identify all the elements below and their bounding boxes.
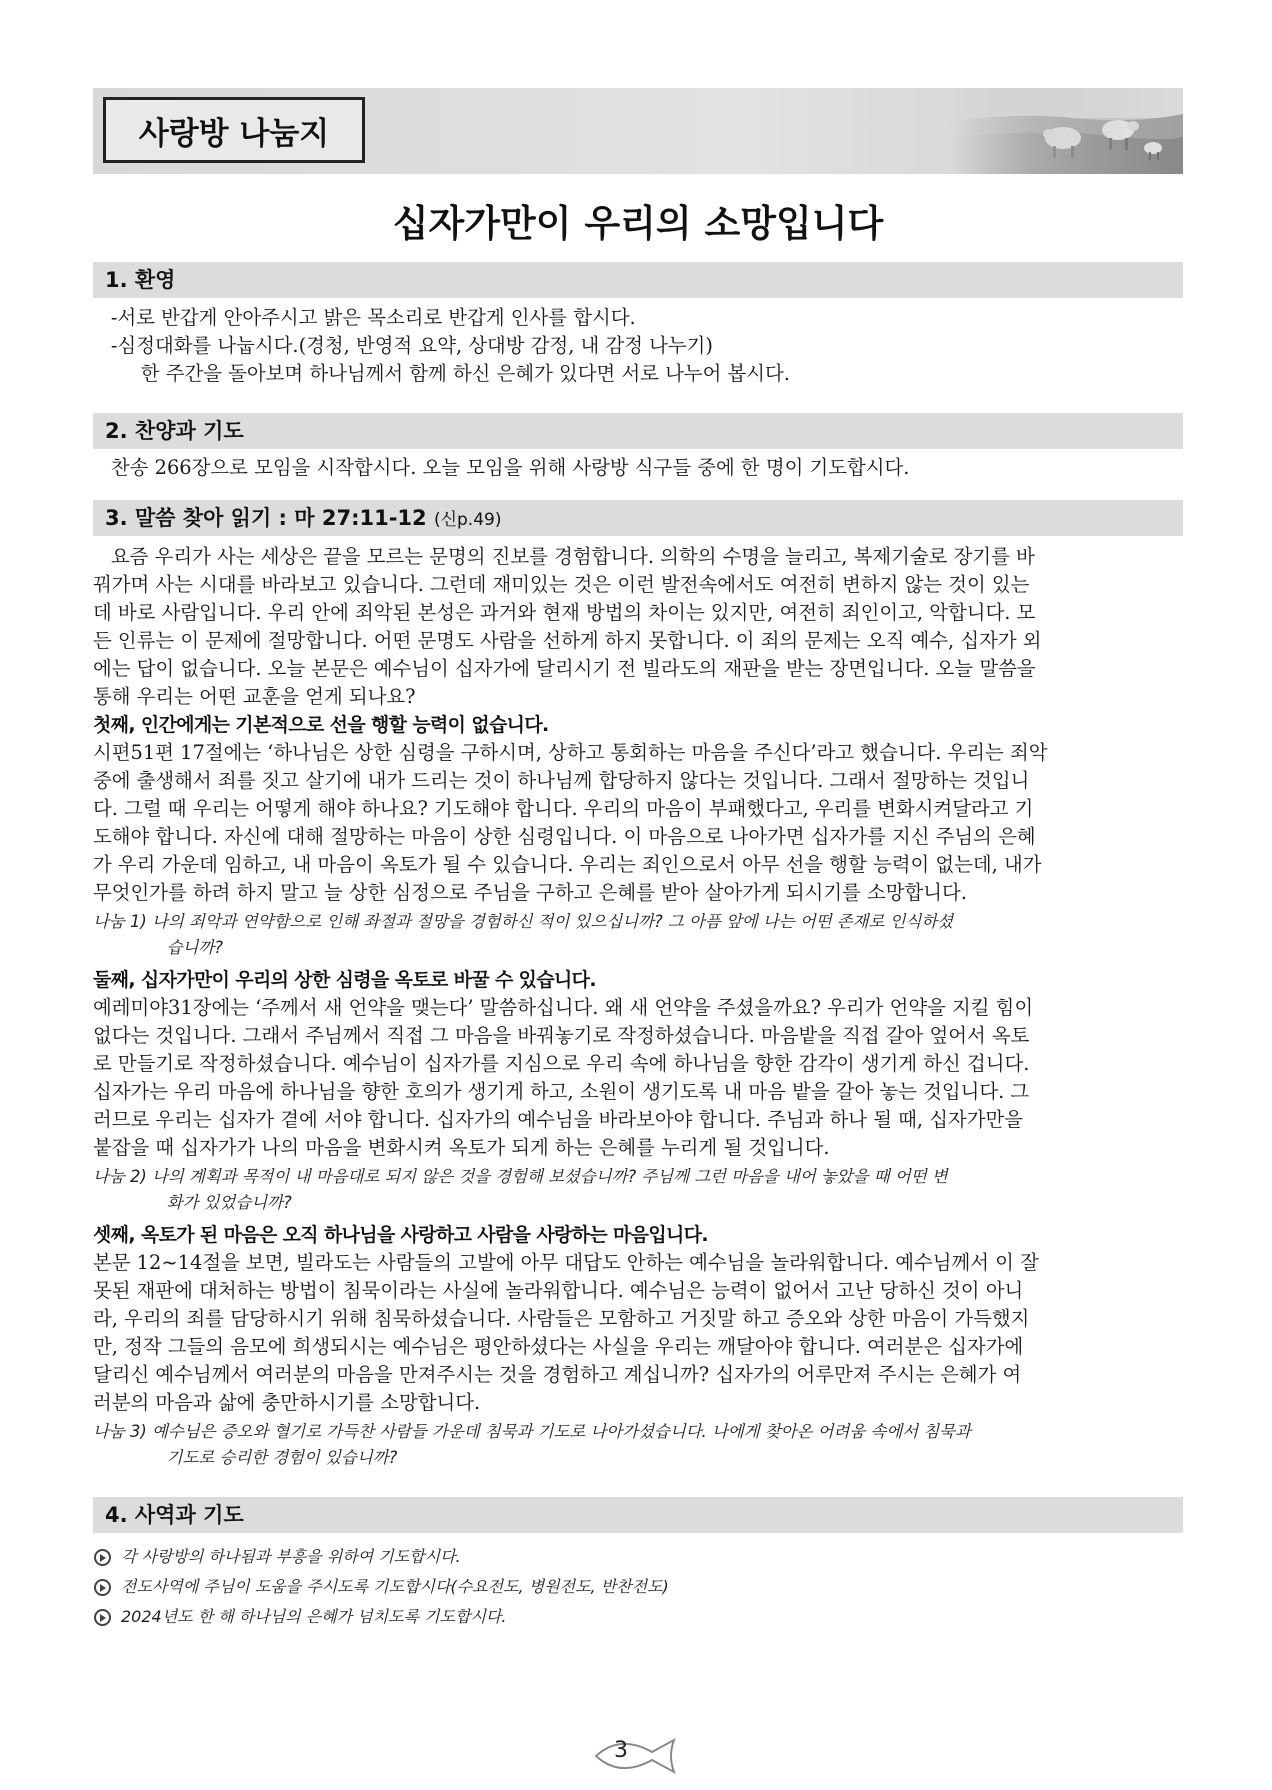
point-one-line: 다. 그럴 때 우리는 어떻게 해야 하나요? 기도해야 합니다. 우리의 마음이 부패했다고, 우리를 변화시켜달라고 기 — [93, 797, 1034, 820]
prayer-item — [94, 1544, 461, 1570]
circle-arrow-right-icon — [94, 1609, 111, 1626]
point-one-line: 도해야 합니다. 자신에 대해 절망하는 마음이 상한 심령입니다. 이 마음으로 나아가면 십자가를 지신 주님의 은혜 — [93, 825, 1036, 848]
point-two-line: 없다는 것입니다. 그래서 주님께서 직접 그 마음을 바꿔놓기로 작정하셨습니다. 마음밭을 직접 갈아 엎어서 옥토 — [93, 1024, 1030, 1047]
point-two-line: 붙잡을 때 십자가가 나의 마음을 변화시켜 옥토가 되게 하는 은혜를 누리게 될 것입니다. — [93, 1136, 830, 1159]
point-one-line: 가 우리 가운데 임하고, 내 마음이 옥토가 될 수 있습니다. 우리는 죄인으로서 아무 선을 행할 능력이 없는데, 내가 — [93, 853, 1042, 876]
point-two-line: 로 만들기로 작정하셨습니다. 예수님이 십자가를 지심으로 우리 속에 하나님을 향한 감각이 생기게 하신 겁니다. — [93, 1052, 1030, 1075]
point-three-title: 셋째, 옥토가 된 마음은 오직 하나님을 사랑하고 사람을 사랑하는 마음입니다. — [93, 1224, 708, 1246]
intro-line: 데 바로 사람입니다. 우리 안에 죄악된 본성은 과거와 현재 방법의 차이는 있지만, 여전히 죄인이고, 악합니다. 모 — [93, 601, 1036, 624]
fish-icon — [590, 1736, 682, 1776]
point-two-line: 십자가는 우리 마음에 하나님을 향한 호의가 생기게 하고, 소원이 생기도록 내 마음 밭을 갈아 놓는 것입니다. 그 — [93, 1080, 1030, 1103]
section-heading-praise: 2. 찬양과 기도 — [93, 413, 1183, 449]
intro-line: 에는 답이 없습니다. 오늘 본문은 예수님이 십자가에 달리시기 전 빌라도의 재판을 받는 장면입니다. 오늘 말씀을 — [93, 657, 1036, 680]
share-question-one: 나눔 1) 나의 죄악과 연약함으로 인해 좌절과 절망을 경험하신 적이 있으십니까? 그 아픔 앞에 나는 어떤 존재로 인식하셨 — [93, 912, 954, 931]
point-two-title: 둘째, 십자가만이 우리의 상한 심령을 옥토로 바꿀 수 있습니다. — [93, 969, 596, 991]
point-three-line: 만, 정작 그들의 음모에 희생되시는 예수님은 평안하셨다는 사실을 우리는 깨달아야 합니다. 여러분은 십자가에 — [93, 1335, 1024, 1358]
page-number — [590, 1736, 682, 1776]
point-one-line: 시편51편 17절에는 ‘하나님은 상한 심령을 구하시며, 상하고 통회하는 마음을 주신다’라고 했습니다. 우리는 죄악 — [93, 741, 1048, 764]
praise-line: 찬송 266장으로 모임을 시작합시다. 오늘 모임을 위해 사랑방 식구들 중에 한 명이 기도합시다. — [110, 456, 910, 479]
intro-line: 꿔가며 사는 시대를 바라보고 있습니다. 그런데 재미있는 것은 이런 발전속에서도 여전히 변하지 않는 것이 있는 — [93, 573, 1030, 596]
point-one-line: 중에 출생해서 죄를 짓고 살기에 내가 드리는 것이 하나님께 합당하지 않다는 것입니다. 그래서 절망하는 것입니 — [93, 769, 1030, 792]
sheep-photo — [953, 88, 1183, 174]
header-band — [93, 88, 1183, 174]
circle-arrow-right-icon — [94, 1579, 111, 1596]
share-question-one: 습니까? — [166, 938, 223, 957]
point-three-line: 라, 우리의 죄를 담당하시기 위해 침묵하셨습니다. 사람들은 모함하고 거짓말 하고 증오와 상한 마음이 가득했지 — [93, 1307, 1030, 1330]
word-heading-ref: (신p.49) — [433, 510, 502, 530]
point-three-line: 달리신 예수님께서 여러분의 마음을 만져주시는 것을 경험하고 계십니까? 십자가의 어루만져 주시는 은혜가 여 — [93, 1363, 1022, 1386]
point-two-line: 러므로 우리는 십자가 곁에 서야 합니다. 십자가의 예수님을 바라보아야 합니다. 주님과 하나 될 때, 십자가만을 — [93, 1108, 1024, 1131]
intro-line: 요즘 우리가 사는 세상은 끝을 모르는 문명의 진보를 경험합니다. 의학의 수명을 늘리고, 복제기술로 장기를 바 — [110, 545, 1035, 568]
welcome-line: -심정대화를 나눕시다.(경청, 반영적 요약, 상대방 감정, 내 감정 나누기) — [110, 334, 713, 357]
welcome-line: 한 주간을 돌아보며 하나님께서 함께 하신 은혜가 있다면 서로 나누어 봅시다. — [140, 362, 790, 385]
section-heading-word — [93, 500, 1183, 536]
share-question-two: 화가 있었습니까? — [166, 1193, 292, 1212]
header-title: 사랑방 나눔지 — [103, 97, 365, 163]
circle-arrow-right-icon — [94, 1549, 111, 1566]
intro-line: 통해 우리는 어떤 교훈을 얻게 되나요? — [93, 685, 416, 708]
document-title: 십자가만이 우리의 소망입니다 — [392, 202, 884, 245]
prayer-item-text: 각 사랑방의 하나됨과 부흥을 위하여 기도합시다. — [121, 1547, 461, 1566]
point-three-line: 러분의 마음과 삶에 충만하시기를 소망합니다. — [93, 1391, 481, 1414]
word-heading-text: 3. 말씀 찾아 읽기 : 마 27:11-12 — [105, 506, 427, 530]
share-question-three: 기도로 승리한 경험이 있습니까? — [166, 1448, 398, 1467]
point-one-line: 무엇인가를 하려 하지 말고 늘 상한 심정으로 주님을 구하고 은혜를 받아 살아가게 되시기를 소망합니다. — [93, 881, 967, 904]
welcome-line: -서로 반갑게 안아주시고 밝은 목소리로 반갑게 인사를 합시다. — [110, 306, 636, 329]
prayer-item — [94, 1574, 669, 1600]
share-question-three: 나눔 3) 예수님은 증오와 혈기로 가득찬 사람들 가운데 침묵과 기도로 나아가셨습니다. 나에게 찾아온 어려움 속에서 침묵과 — [93, 1422, 971, 1441]
prayer-item-text: 전도사역에 주님이 도움을 주시도록 기도합시다(수요전도, 병원전도, 반찬전도) — [121, 1577, 669, 1596]
point-three-line: 본문 12~14절을 보면, 빌라도는 사람들의 고발에 아무 대답도 안하는 예수님을 놀라워합니다. 예수님께서 이 잘 — [93, 1251, 1039, 1274]
section-heading-welcome: 1. 환영 — [93, 262, 1183, 298]
intro-line: 든 인류는 이 문제에 절망합니다. 어떤 문명도 사람을 선하게 하지 못합니다. 이 죄의 문제는 오직 예수, 십자가 외 — [93, 629, 1042, 652]
page-number-text: 3 — [614, 1738, 628, 1763]
point-one-title: 첫째, 인간에게는 기본적으로 선을 행할 능력이 없습니다. — [93, 714, 549, 736]
prayer-item — [94, 1604, 506, 1630]
prayer-item-text: 2024년도 한 해 하나님의 은혜가 넘치도록 기도합시다. — [121, 1607, 507, 1626]
point-two-line: 예레미야31장에는 ‘주께서 새 언약을 맺는다’ 말씀하십니다. 왜 새 언약을 주셨을까요? 우리가 언약을 지킬 힘이 — [93, 996, 1034, 1019]
point-three-line: 못된 재판에 대처하는 방법이 침묵이라는 사실에 놀라워합니다. 예수님은 능력이 없어서 고난 당하신 것이 아니 — [93, 1279, 1024, 1302]
share-question-two: 나눔 2) 나의 계획과 목적이 내 마음대로 되지 않은 것을 경험해 보셨습니까? 주님께 그런 마음을 내어 놓았을 때 어떤 변 — [93, 1167, 948, 1186]
section-heading-ministry: 4. 사역과 기도 — [93, 1497, 1183, 1533]
